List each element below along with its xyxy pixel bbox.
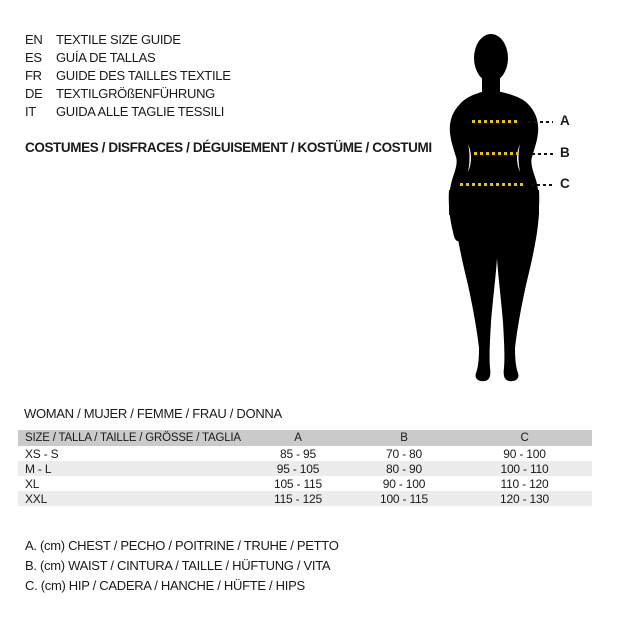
column-header-b: B xyxy=(400,432,408,444)
legend-hip: C. (cm) HIP / CADERA / HANCHE / HÜFTE / HIPS xyxy=(25,578,305,593)
cell-a: 85 - 95 xyxy=(280,446,316,461)
marker-label-a: A xyxy=(560,113,570,128)
language-row xyxy=(25,31,231,49)
legend-chest: A. (cm) CHEST / PECHO / POITRINE / TRUHE / PETTO xyxy=(25,538,339,553)
column-header-size: SIZE / TALLA / TAILLE / GRÖSSE / TAGLIA xyxy=(25,432,241,444)
language-title: GUIDA ALLE TAGLIE TESSILI xyxy=(56,104,225,119)
language-code: ES xyxy=(25,50,42,65)
chest-connector-line xyxy=(528,121,553,123)
cell-size: M - L xyxy=(25,461,52,476)
category-heading: COSTUMES / DISFRACES / DÉGUISEMENT / KOSTÜME / COSTUMI xyxy=(25,140,432,155)
marker-label-b: B xyxy=(560,145,570,160)
language-code: DE xyxy=(25,86,43,101)
hip-connector-line xyxy=(531,184,553,186)
size-table xyxy=(18,430,592,506)
language-code: FR xyxy=(25,68,42,83)
language-title: GUIDE DES TAILLES TEXTILE xyxy=(56,68,231,83)
measurement-legend xyxy=(25,536,339,596)
cell-c: 120 - 130 xyxy=(500,491,549,506)
cell-size: XL xyxy=(25,476,40,491)
table-row xyxy=(18,461,592,476)
language-row xyxy=(25,67,231,85)
cell-c: 90 - 100 xyxy=(503,446,546,461)
column-header-c: C xyxy=(520,432,529,444)
cell-b: 80 - 90 xyxy=(386,461,422,476)
waist-measure-line xyxy=(474,152,518,155)
language-title: TEXTILGRÖßENFÜHRUNG xyxy=(56,86,215,101)
language-code: EN xyxy=(25,32,43,47)
language-title: TEXTILE SIZE GUIDE xyxy=(56,32,181,47)
column-header-a: A xyxy=(294,432,302,444)
cell-size: XS - S xyxy=(25,446,59,461)
table-group-title: WOMAN / MUJER / FEMME / FRAU / DONNA xyxy=(24,406,282,421)
chest-measure-line xyxy=(472,120,520,123)
woman-silhouette-icon xyxy=(435,30,559,390)
cell-b: 90 - 100 xyxy=(382,476,426,491)
cell-size: XXL xyxy=(25,491,48,506)
hip-measure-line xyxy=(460,183,523,186)
cell-c: 110 - 120 xyxy=(500,476,549,491)
language-row xyxy=(25,85,231,103)
marker-label-c: C xyxy=(560,176,570,191)
language-code: IT xyxy=(25,104,36,119)
language-list xyxy=(25,31,231,121)
table-row xyxy=(18,476,592,491)
language-row xyxy=(25,49,231,67)
table-row xyxy=(18,446,592,461)
table-row xyxy=(18,491,592,506)
waist-connector-line xyxy=(532,153,553,155)
cell-a: 105 - 115 xyxy=(273,476,323,491)
silhouette-left-leg xyxy=(455,212,499,381)
language-row xyxy=(25,103,231,121)
cell-a: 115 - 125 xyxy=(273,491,323,506)
cell-a: 95 - 105 xyxy=(276,461,320,476)
size-figure xyxy=(435,30,620,395)
cell-b: 100 - 115 xyxy=(379,491,429,506)
table-header-row xyxy=(18,430,592,446)
language-title: GUÍA DE TALLAS xyxy=(56,50,156,65)
cell-c: 100 - 110 xyxy=(500,461,549,476)
legend-waist: B. (cm) WAIST / CINTURA / TAILLE / HÜFTUNG / VITA xyxy=(25,558,331,573)
silhouette-right-leg xyxy=(495,212,539,381)
cell-b: 70 - 80 xyxy=(386,446,422,461)
